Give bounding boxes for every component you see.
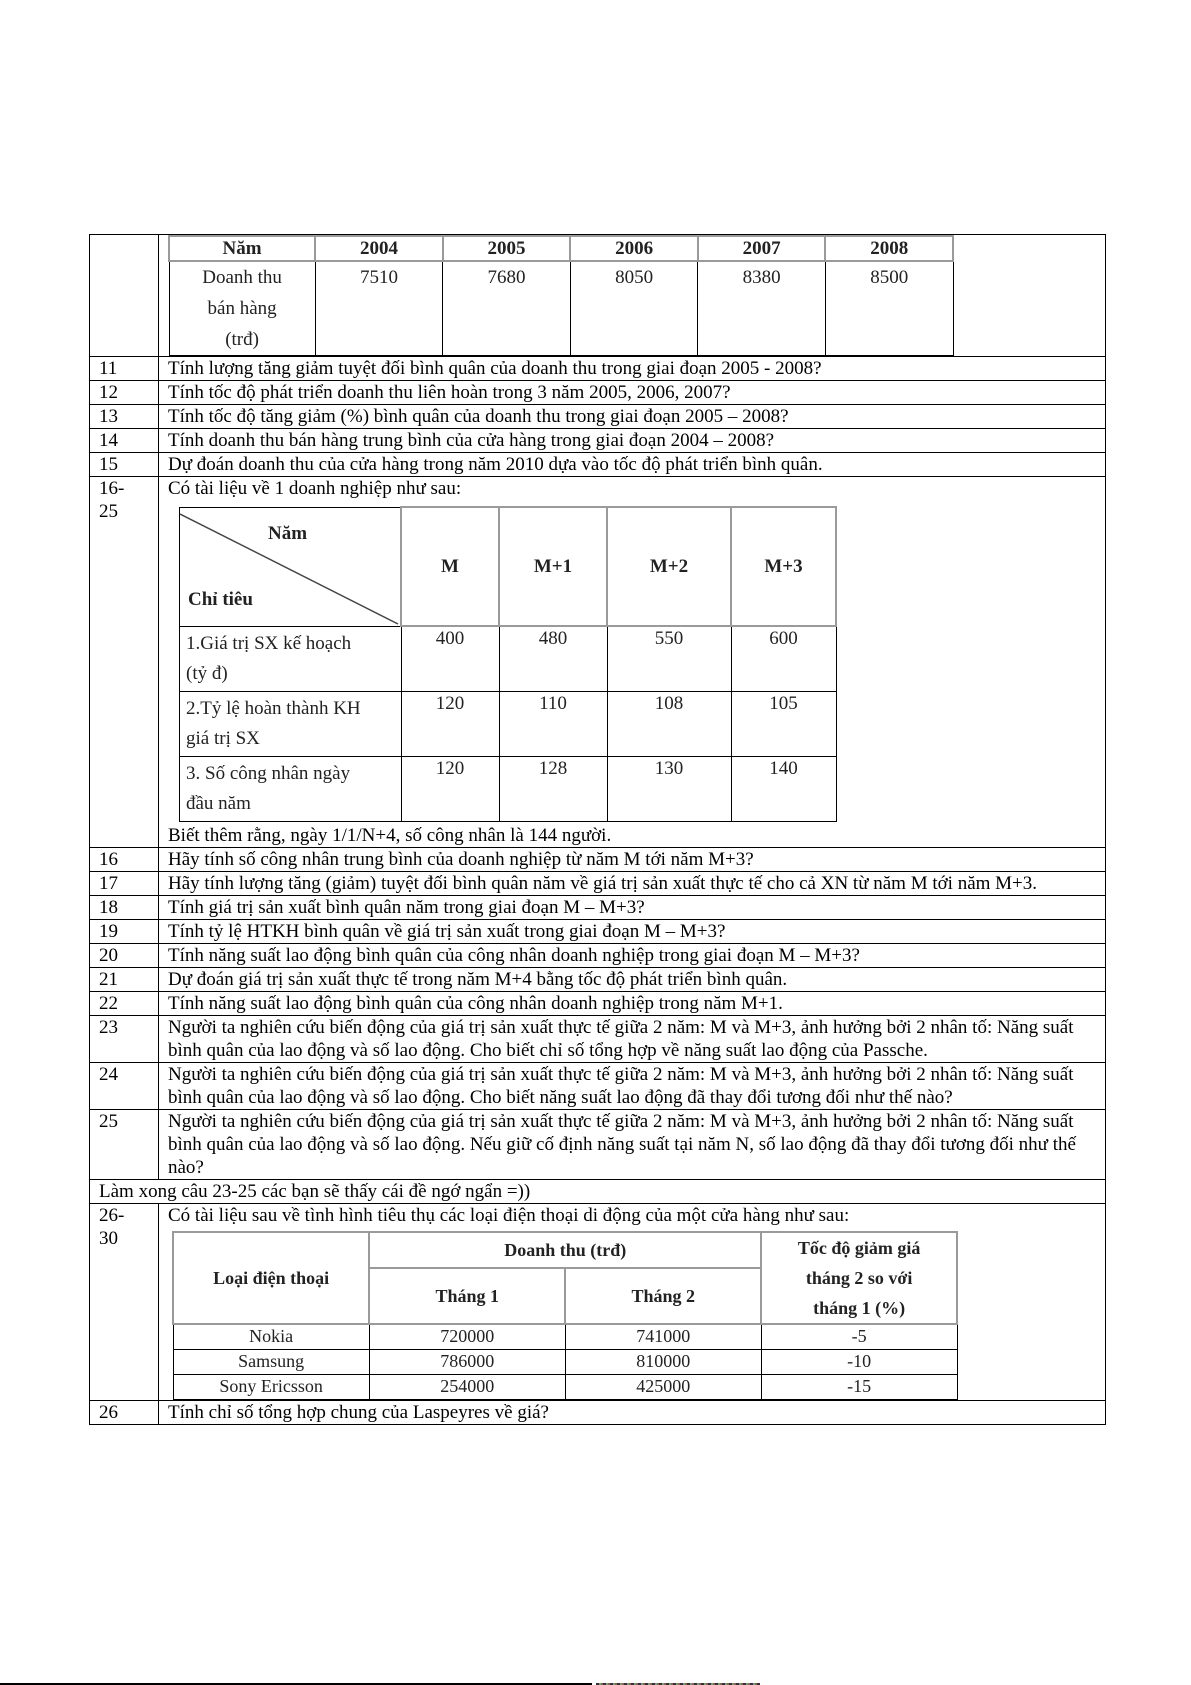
cell-value: 128 <box>499 756 607 821</box>
table-row <box>90 429 1106 453</box>
revenue-value: 8500 <box>825 261 953 356</box>
table-row <box>90 1109 1106 1179</box>
column-header: Tháng 2 <box>565 1268 761 1324</box>
remark: Làm xong câu 23-25 các bạn sẽ thấy cái đề ngớ ngẩn =)) <box>90 1179 1106 1203</box>
group-note: Biết thêm rằng, ngày 1/1/N+4, số công nhân là 144 người. <box>168 824 612 846</box>
cell-value: 425000 <box>565 1374 761 1399</box>
question-content <box>159 1203 1106 1400</box>
question-number: 21 <box>90 967 159 991</box>
question-number <box>90 477 159 848</box>
revenue-value: 8380 <box>698 261 826 356</box>
question-number: 15 <box>90 453 159 477</box>
revenue-value: 7510 <box>315 261 443 356</box>
revenue-value: 7680 <box>443 261 571 356</box>
year-header: 2008 <box>825 236 953 261</box>
header-line: tháng 1 (%) <box>813 1297 906 1318</box>
question-content <box>159 235 1106 357</box>
table-row <box>90 235 1106 357</box>
column-header: M+1 <box>499 507 607 626</box>
table-row <box>90 1179 1106 1203</box>
table-row <box>90 381 1106 405</box>
table-row <box>90 357 1106 381</box>
group-intro: Có tài liệu sau về tình hình tiêu thụ các loại điện thoại di động của một cửa hàng như sau: <box>168 1204 850 1226</box>
column-header: Loại điện thoại <box>173 1232 369 1324</box>
cell-value: Sony Ericsson <box>173 1374 369 1399</box>
column-header: M <box>401 507 499 626</box>
question-number: 19 <box>90 919 159 943</box>
cell-value: 105 <box>731 691 836 756</box>
question-text: Tính tốc độ phát triển doanh thu liên hoàn trong 3 năm 2005, 2006, 2007? <box>159 381 1106 405</box>
enterprise-table <box>179 506 837 822</box>
table-row <box>90 453 1106 477</box>
question-number: 13 <box>90 405 159 429</box>
cell-value: -5 <box>761 1324 957 1350</box>
question-text: Tính doanh thu bán hàng trung bình của cửa hàng trong giai đoạn 2004 – 2008? <box>159 429 1106 453</box>
cell-value: 741000 <box>565 1324 761 1350</box>
question-text: Người ta nghiên cứu biến động của giá trị sản xuất thực tế giữa 2 năm: M và M+3, ảnh hưởng bởi 2 nhân tố: Năng suất bình quân của lao động và số lao động. Cho biết chỉ số tổng hợp về năng suất lao động của Passche. <box>159 1015 1106 1062</box>
cell-value: 120 <box>401 691 499 756</box>
cell-value: 254000 <box>369 1374 565 1399</box>
cell-value: 720000 <box>369 1324 565 1350</box>
row-label <box>180 626 402 691</box>
question-text: Tính năng suất lao động bình quân của công nhân doanh nghiệp trong năm M+1. <box>159 991 1106 1015</box>
column-header <box>761 1232 957 1324</box>
cell-value: 120 <box>401 756 499 821</box>
year-header: 2004 <box>315 236 443 261</box>
question-text: Tính lượng tăng giảm tuyệt đối bình quân của doanh thu trong giai đoạn 2005 - 2008? <box>159 357 1106 381</box>
cell-value: 810000 <box>565 1349 761 1374</box>
cell-value: 786000 <box>369 1349 565 1374</box>
cell-value: Nokia <box>173 1324 369 1350</box>
column-header: Tháng 1 <box>369 1268 565 1324</box>
question-content <box>159 477 1106 848</box>
cell-value: 108 <box>607 691 731 756</box>
question-text: Tính tốc độ tăng giảm (%) bình quân của doanh thu trong giai đoạn 2005 – 2008? <box>159 405 1106 429</box>
question-number <box>90 1203 159 1400</box>
revenue-value: 8050 <box>570 261 698 356</box>
year-header: 2005 <box>443 236 571 261</box>
table-row <box>90 943 1106 967</box>
table-row <box>90 477 1106 848</box>
column-header: Doanh thu (trđ) <box>369 1232 761 1268</box>
question-number: 14 <box>90 429 159 453</box>
question-number: 20 <box>90 943 159 967</box>
question-number-line: 26- <box>99 1204 125 1226</box>
question-text: Tính tỷ lệ HTKH bình quân về giá trị sản xuất trong giai đoạn M – M+3? <box>159 919 1106 943</box>
question-number: 12 <box>90 381 159 405</box>
table-row <box>90 1400 1106 1424</box>
question-number: 23 <box>90 1015 159 1062</box>
question-number-line: 30 <box>99 1227 118 1249</box>
column-header: M+2 <box>607 507 731 626</box>
cell-value: 130 <box>607 756 731 821</box>
revenue-row-label <box>169 261 315 356</box>
year-header: 2006 <box>570 236 698 261</box>
question-number <box>90 235 159 357</box>
question-number: 24 <box>90 1062 159 1109</box>
row-label-line: 1.Giá trị SX kế hoạch <box>186 632 352 654</box>
question-text: Hãy tính số công nhân trung bình của doanh nghiệp từ năm M tới năm M+3? <box>159 847 1106 871</box>
row-label-line: 2.Tỷ lệ hoàn thành KH <box>186 697 361 719</box>
question-text: Dự đoán doanh thu của cửa hàng trong năm 2010 dựa vào tốc độ phát triển bình quân. <box>159 453 1106 477</box>
question-text: Tính năng suất lao động bình quân của công nhân doanh nghiệp trong giai đoạn M – M+3? <box>159 943 1106 967</box>
row-label-line: Doanh thu <box>202 267 282 288</box>
question-number: 11 <box>90 357 159 381</box>
question-number-line: 16- <box>99 478 125 499</box>
table-row <box>90 1203 1106 1400</box>
cell-value: 600 <box>731 626 836 691</box>
cell-value: 110 <box>499 691 607 756</box>
question-text: Tính chỉ số tổng hợp chung của Laspeyres về giá? <box>159 1400 1106 1424</box>
question-number: 17 <box>90 871 159 895</box>
question-number: 25 <box>90 1109 159 1179</box>
row-label-line: 3. Số công nhân ngày <box>186 762 351 784</box>
group-intro: Có tài liệu về 1 doanh nghiệp như sau: <box>168 478 462 499</box>
row-label <box>180 756 402 821</box>
question-number: 26 <box>90 1400 159 1424</box>
row-label-line: bán hàng <box>207 298 277 319</box>
table-row <box>90 1015 1106 1062</box>
cell-value: 140 <box>731 756 836 821</box>
table-row <box>90 967 1106 991</box>
row-label-line: (trđ) <box>225 329 259 350</box>
header-line: Tốc độ giảm giá <box>797 1237 921 1258</box>
column-header: M+3 <box>731 507 836 626</box>
phone-sales-table <box>172 1231 958 1400</box>
corner-header <box>180 507 402 626</box>
question-number: 18 <box>90 895 159 919</box>
revenue-header-label: Năm <box>169 236 315 261</box>
table-row <box>90 919 1106 943</box>
question-text: Người ta nghiên cứu biến động của giá trị sản xuất thực tế giữa 2 năm: M và M+3, ảnh hưởng bởi 2 nhân tố: Năng suất bình quân của lao động và số lao động. Nếu giữ cố định năng suất tại năm N, số lao động đã thay đổi tương đối như thế nào? <box>159 1109 1106 1179</box>
question-text: Hãy tính lượng tăng (giảm) tuyệt đối bình quân năm về giá trị sản xuất thực tế cho cả XN từ năm M tới năm M+3. <box>159 871 1106 895</box>
cell-value: -10 <box>761 1349 957 1374</box>
question-table <box>89 234 1106 1425</box>
cell-value: Samsung <box>173 1349 369 1374</box>
table-row <box>90 1062 1106 1109</box>
cell-value: 400 <box>401 626 499 691</box>
table-row <box>90 871 1106 895</box>
row-label-line: giá trị SX <box>186 727 260 749</box>
question-number-line: 25 <box>99 501 118 522</box>
question-number: 16 <box>90 847 159 871</box>
cell-value: 550 <box>607 626 731 691</box>
revenue-table <box>168 235 954 356</box>
corner-indicator-label: Chỉ tiêu <box>188 588 253 610</box>
table-row <box>90 405 1106 429</box>
table-row <box>90 991 1106 1015</box>
question-text: Người ta nghiên cứu biến động của giá trị sản xuất thực tế giữa 2 năm: M và M+3, ảnh hưởng bởi 2 nhân tố: Năng suất bình quân của lao động và số lao động. Cho biết năng suất lao động đã thay đổi tương đối như thế nào? <box>159 1062 1106 1109</box>
header-line: tháng 2 so với <box>805 1267 913 1288</box>
question-text: Dự đoán giá trị sản xuất thực tế trong năm M+4 bằng tốc độ phát triển bình quân. <box>159 967 1106 991</box>
row-label-line: (tỷ đ) <box>186 662 228 684</box>
question-text: Tính giá trị sản xuất bình quân năm trong giai đoạn M – M+3? <box>159 895 1106 919</box>
table-row <box>90 895 1106 919</box>
table-row <box>90 847 1106 871</box>
cell-value: 480 <box>499 626 607 691</box>
row-label-line: đầu năm <box>186 792 251 814</box>
row-label <box>180 691 402 756</box>
cell-value: -15 <box>761 1374 957 1399</box>
corner-year-label: Năm <box>268 522 308 544</box>
question-number: 22 <box>90 991 159 1015</box>
year-header: 2007 <box>698 236 826 261</box>
